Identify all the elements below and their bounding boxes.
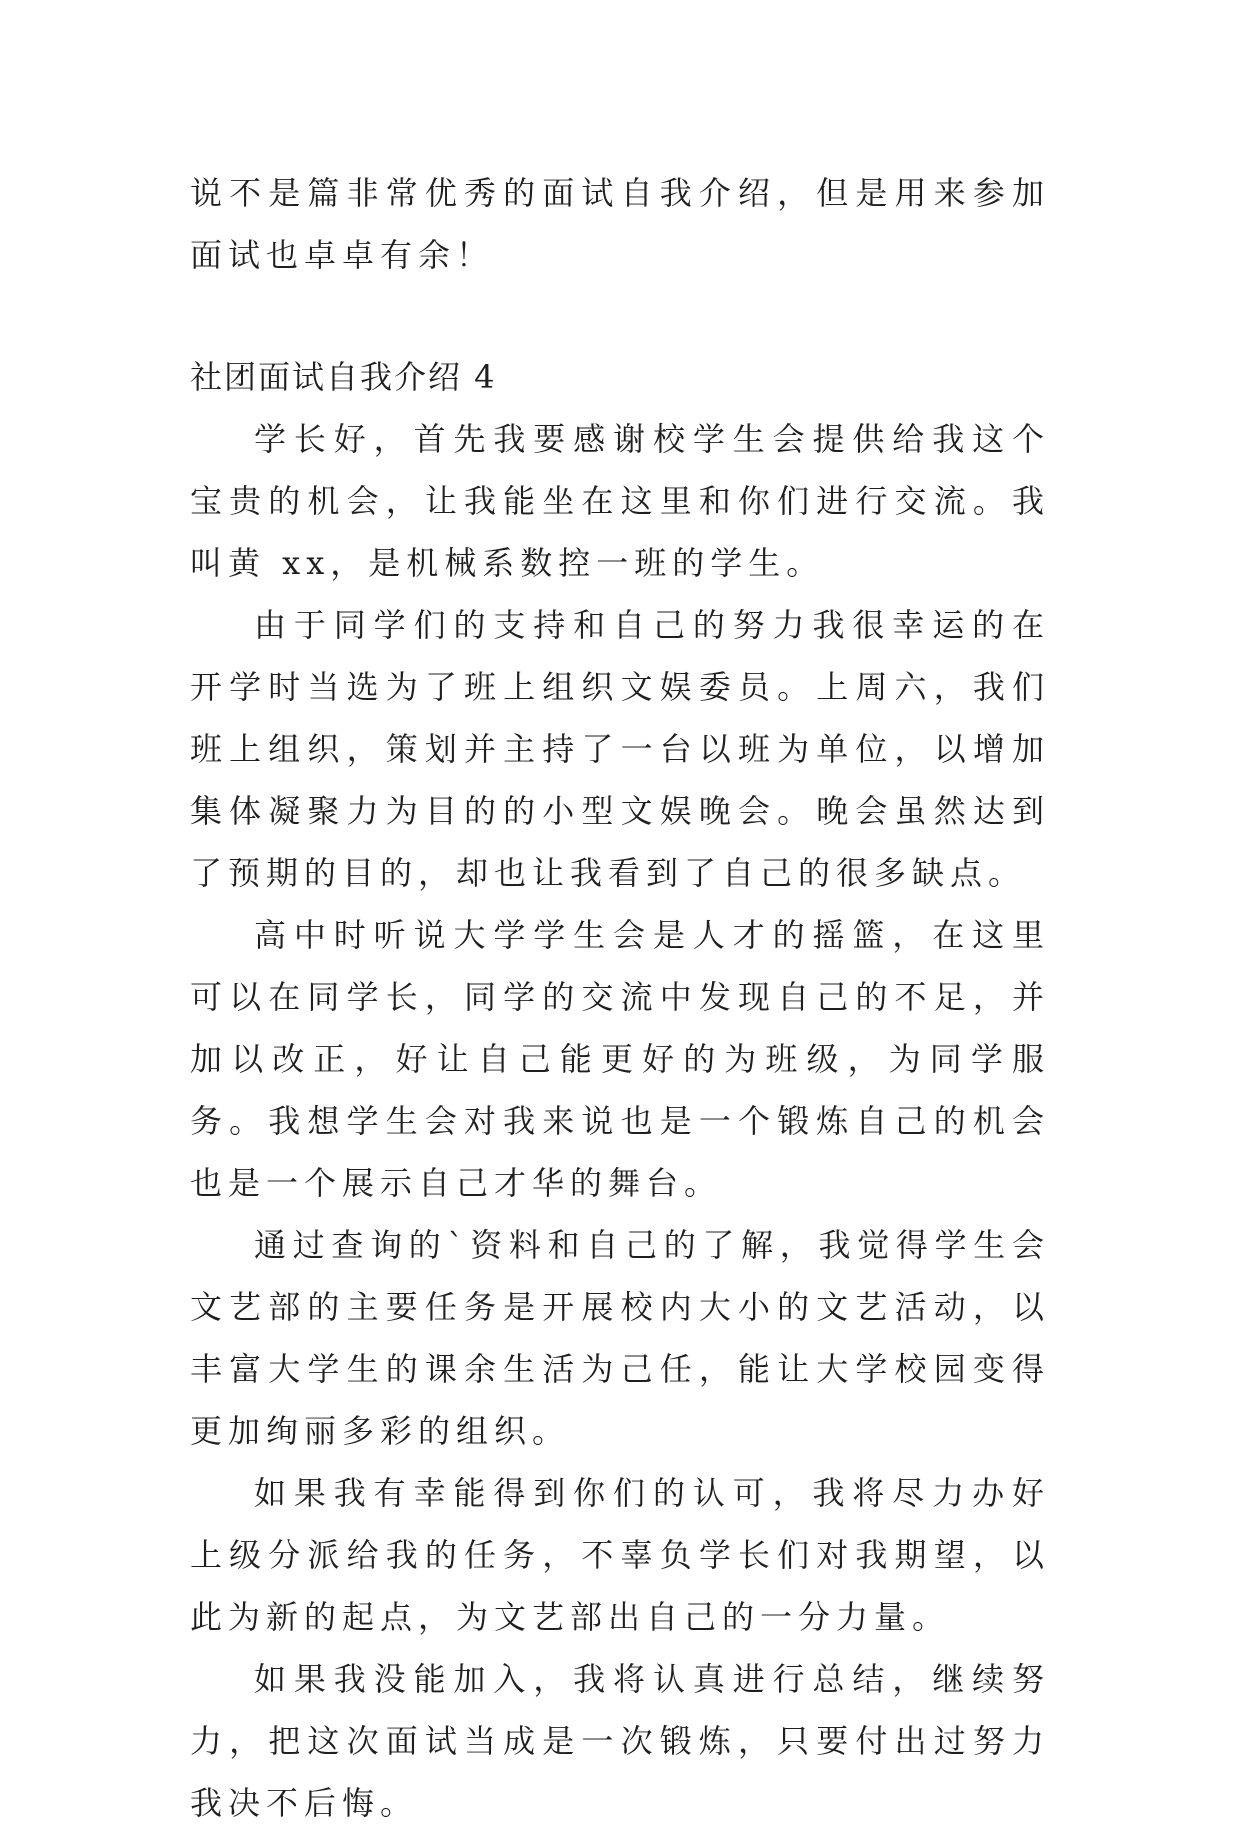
- paragraph-5: 如果我有幸能得到你们的认可，我将尽力办好上级分派给我的任务，不辜负学长们对我期望，以此为新的起点，为文艺部出自己的一分力量。: [190, 1474, 1050, 1636]
- paragraph-2: 由于同学们的支持和自己的努力我很幸运的在开学时当选为了班上组织文娱委员。上周六，我们班上组织，策划并主持了一台以班为单位，以增加集体凝聚力为目的的小型文娱晚会。晚会虽然达到了预期的目的，却也让我看到了自己的很多缺点。: [190, 606, 1050, 892]
- paragraph-6: 如果我没能加入，我将认真进行总结，继续努力，把这次面试当成是一次锻炼，只要付出过努力我决不后悔。: [190, 1660, 1050, 1822]
- document-body: [190, 162, 1050, 1834]
- paragraph-1: 学长好，首先我要感谢校学生会提供给我这个宝贵的机会，让我能坐在这里和你们进行交流。我叫黄 xx，是机械系数控一班的学生。: [190, 420, 1050, 582]
- section-title: 社团面试自我介绍 4: [190, 358, 497, 396]
- continuation-paragraph: 说不是篇非常优秀的面试自我介绍，但是用来参加面试也卓卓有余！: [190, 174, 1050, 274]
- paragraph-4: 通过查询的`资料和自己的了解，我觉得学生会文艺部的主要任务是开展校内大小的文艺活动，以丰富大学生的课余生活为己任，能让大学校园变得更加绚丽多彩的组织。: [190, 1226, 1050, 1450]
- paragraph-3: 高中时听说大学学生会是人才的摇篮，在这里可以在同学长，同学的交流中发现自己的不足，并加以改正，好让自己能更好的为班级，为同学服务。我想学生会对我来说也是一个锻炼自己的机会也是一个展示自己才华的舞台。: [190, 916, 1050, 1202]
